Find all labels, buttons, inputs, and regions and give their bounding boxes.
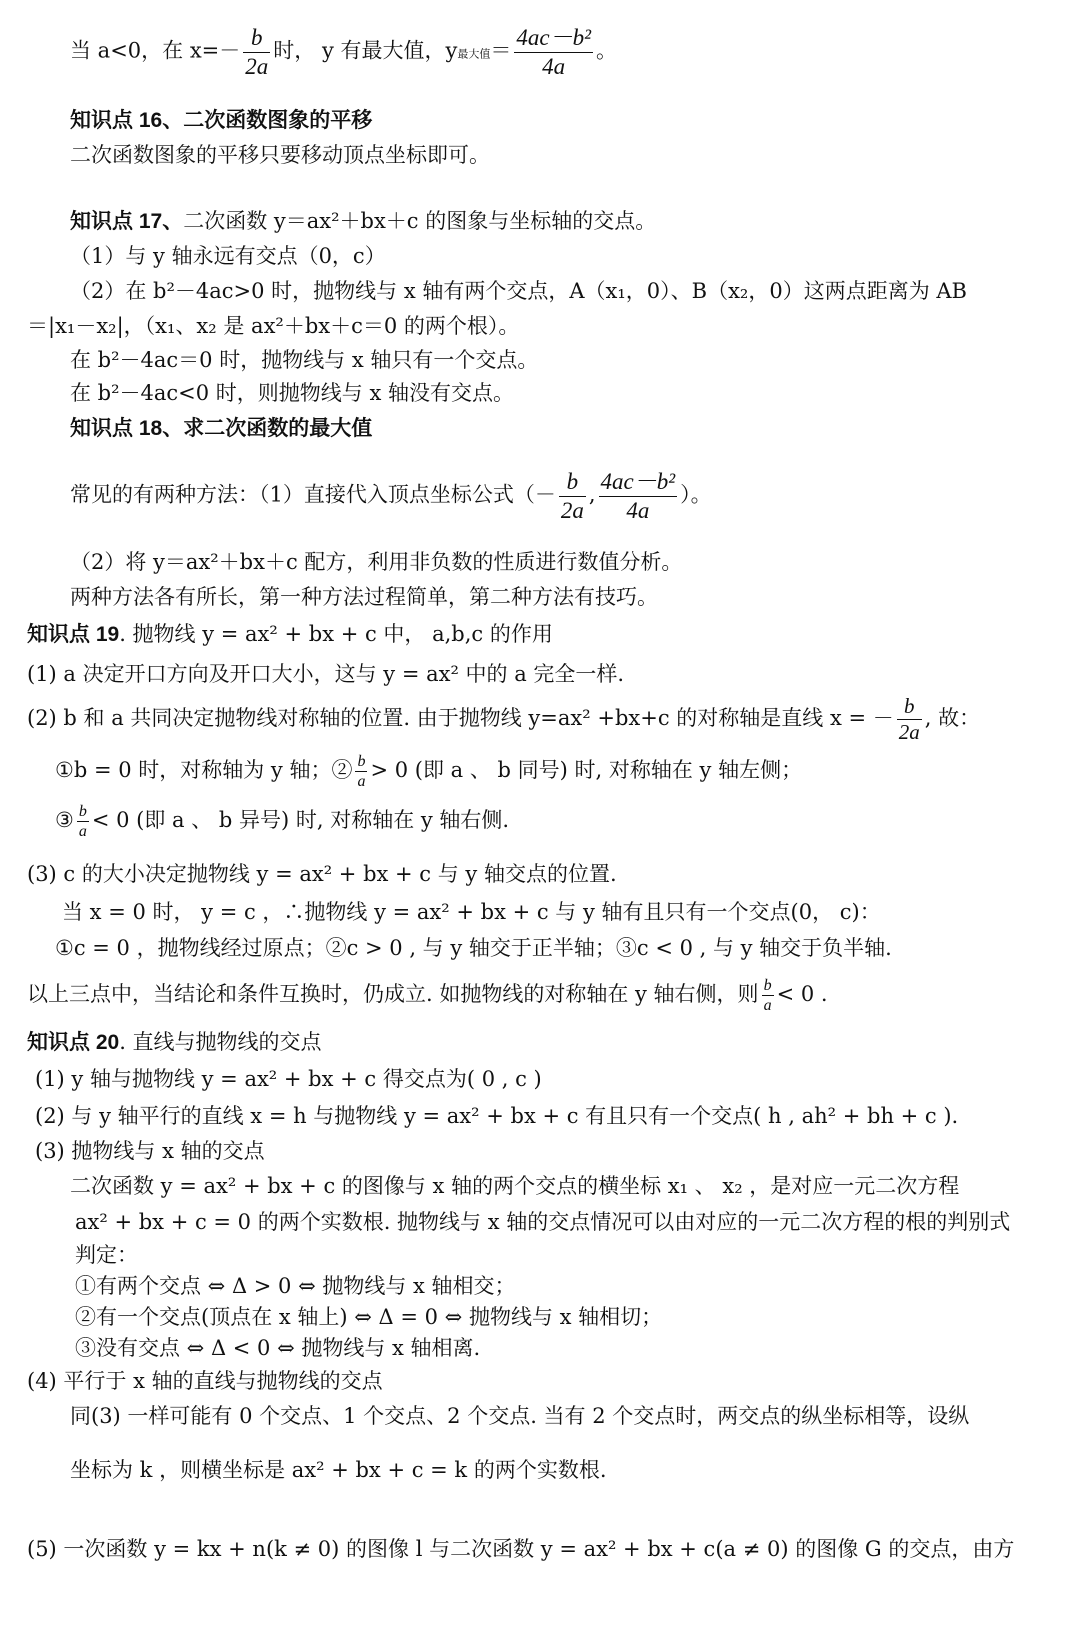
text: , 故： xyxy=(924,706,981,731)
fraction-numerator: b xyxy=(251,25,263,50)
paragraph: ax² + bx + c = 0 的两个实数根. 抛物线与 x 轴的交点情况可以由对应的一元二次方程的根的判别式 xyxy=(75,1210,1011,1234)
text: ①b = 0 时，对称轴为 y 轴；② xyxy=(55,758,353,783)
text: ）。 xyxy=(680,482,712,507)
paragraph: ①c = 0 ，抛物线经过原点；②c > 0 , 与 y 轴交于正半轴；③c < 0 , 与 y 轴交于负半轴. xyxy=(55,936,892,960)
section-title-18: 知识点 18、求二次函数的最大值 xyxy=(70,417,373,440)
section-title-20 xyxy=(27,1030,322,1055)
fraction-numerator: b xyxy=(903,694,915,718)
section-title-17 xyxy=(70,209,656,234)
fraction-denominator: 4a xyxy=(514,52,593,81)
paragraph: 二次函数 y = ax² + bx + c 的图像与 x 轴的两个交点的横坐标 x₁ 、 x₂ ，是对应一元二次方程 xyxy=(70,1174,960,1198)
paragraph: 在 b²－4ac＝0 时，抛物线与 x 轴只有一个交点。 xyxy=(70,348,539,372)
text: 时， y 有最大值，y xyxy=(273,38,458,63)
case-line xyxy=(55,752,802,791)
text: 二次函数 y＝ax²＋bx＋c 的图象与坐标轴的交点。 xyxy=(183,209,657,233)
text: 。 xyxy=(595,38,617,63)
paragraph: (1) y 轴与抛物线 y = ax² + bx + c 得交点为( 0 , c ) xyxy=(35,1067,542,1091)
paragraph: 坐标为 k ，则横坐标是 ax² + bx + c = k 的两个实数根. xyxy=(70,1458,607,1482)
text: . 抛物线 y = ax² + bx + c 中， a,b,c 的作用 xyxy=(119,622,553,646)
section-title-16: 知识点 16、二次函数图象的平移 xyxy=(70,109,373,132)
fraction xyxy=(355,752,367,791)
paragraph: 在 b²－4ac<0 时，则抛物线与 x 轴没有交点。 xyxy=(70,381,515,405)
paragraph: (2) 与 y 轴平行的直线 x = h 与抛物线 y = ax² + bx + c 有且只有一个交点( h , ah² + bh + c ). xyxy=(35,1104,959,1128)
fraction-numerator: b xyxy=(566,469,579,494)
max-value-line xyxy=(70,24,617,80)
case-line xyxy=(55,802,509,841)
paragraph: ③没有交点 ⇔ Δ < 0 ⇔ 抛物线与 x 轴相离. xyxy=(75,1336,481,1360)
text: < 0 (即 a 、 b 异号) 时, 对称轴在 y 轴右侧. xyxy=(91,808,510,833)
paragraph: (5) 一次函数 y = kx + n(k ≠ 0) 的图像 l 与二次函数 y = ax² + bx + c(a ≠ 0) 的图像 G 的交点，由方 xyxy=(27,1537,1015,1561)
text: 常见的有两种方法：（1）直接代入顶点坐标公式（－ xyxy=(70,482,556,507)
fraction xyxy=(559,468,586,524)
fraction-denominator: 4a xyxy=(599,496,678,525)
axis-of-symmetry-line xyxy=(27,694,980,745)
section-title-label: 知识点 20 xyxy=(27,1031,120,1054)
section-title-label: 知识点 17、 xyxy=(70,210,184,233)
section-title-label: 知识点 19 xyxy=(27,623,120,646)
vertex-formula-line xyxy=(70,468,712,524)
paragraph: （1）与 y 轴永远有交点（0，c） xyxy=(70,244,386,268)
paragraph: 当 x = 0 时， y = c ，∴抛物线 y = ax² + bx + c 与 y 轴有且只有一个交点(0， c)： xyxy=(62,900,881,924)
paragraph: (1) a 决定开口方向及开口大小，这与 y = ax² 中的 a 完全一样. xyxy=(27,662,625,686)
conclusion-line xyxy=(27,976,828,1015)
paragraph: 同(3) 一样可能有 0 个交点、1 个交点、2 个交点. 当有 2 个交点时，两交点的纵坐标相等，设纵 xyxy=(70,1404,970,1428)
fraction-denominator: a xyxy=(357,773,366,791)
subscript: 最大值 xyxy=(457,47,491,61)
text: (2) b 和 a 共同决定抛物线对称轴的位置. 由于抛物线 y=ax² +bx+c 的对称轴是直线 x = － xyxy=(27,706,894,731)
paragraph: 二次函数图象的平移只要移动顶点坐标即可。 xyxy=(70,143,490,167)
section-title-19 xyxy=(27,622,553,647)
fraction-numerator: b xyxy=(78,803,87,820)
paragraph: ①有两个交点 ⇔ Δ > 0 ⇔ 抛物线与 x 轴相交； xyxy=(75,1274,516,1298)
text: ＝ xyxy=(490,38,512,63)
text: , xyxy=(588,482,596,507)
fraction-numerator: 4ac－b² xyxy=(600,469,676,494)
paragraph: (4) 平行于 x 轴的直线与抛物线的交点 xyxy=(27,1369,383,1393)
fraction xyxy=(897,694,922,745)
paragraph: （2）将 y＝ax²＋bx＋c 配方，利用非负数的性质进行数值分析。 xyxy=(70,550,683,574)
paragraph: (3) c 的大小决定抛物线 y = ax² + bx + c 与 y 轴交点的位置. xyxy=(27,862,617,886)
paragraph: ＝|x₁－x₂|，（x₁、x₂ 是 ax²＋bx＋c＝0 的两个根）。 xyxy=(27,314,520,338)
fraction-numerator: b xyxy=(763,977,772,994)
fraction-denominator: a xyxy=(78,823,87,841)
paragraph: ②有一个交点(顶点在 x 轴上) ⇔ Δ = 0 ⇔ 抛物线与 x 轴相切； xyxy=(75,1305,663,1329)
fraction-denominator: a xyxy=(763,997,772,1015)
fraction xyxy=(599,468,678,524)
paragraph: （2）在 b²－4ac>0 时，抛物线与 x 轴有两个交点，A（x₁，0）、B（x₂，0）这两点距离为 AB xyxy=(70,279,967,303)
fraction-numerator: 4ac－b² xyxy=(516,25,591,50)
fraction-denominator: 2a xyxy=(898,720,920,745)
fraction-denominator: 2a xyxy=(245,53,269,79)
text: < 0 . xyxy=(776,982,828,1007)
text: 以上三点中，当结论和条件互换时，仍成立. 如抛物线的对称轴在 y 轴右侧，则 xyxy=(27,982,759,1007)
paragraph: (3) 抛物线与 x 轴的交点 xyxy=(35,1139,265,1163)
text: 当 a<0，在 x=－ xyxy=(70,38,241,63)
fraction-denominator: 2a xyxy=(560,497,584,523)
text: > 0 (即 a 、 b 同号) 时, 对称轴在 y 轴左侧； xyxy=(370,758,803,783)
fraction xyxy=(243,24,270,80)
text: . 直线与抛物线的交点 xyxy=(119,1030,322,1054)
paragraph: 判定： xyxy=(75,1243,138,1267)
fraction xyxy=(514,24,593,80)
fraction xyxy=(762,976,774,1015)
text: ③ xyxy=(55,808,74,833)
fraction-numerator: b xyxy=(357,753,366,770)
paragraph: 两种方法各有所长，第一种方法过程简单，第二种方法有技巧。 xyxy=(70,585,658,609)
fraction xyxy=(77,802,89,841)
